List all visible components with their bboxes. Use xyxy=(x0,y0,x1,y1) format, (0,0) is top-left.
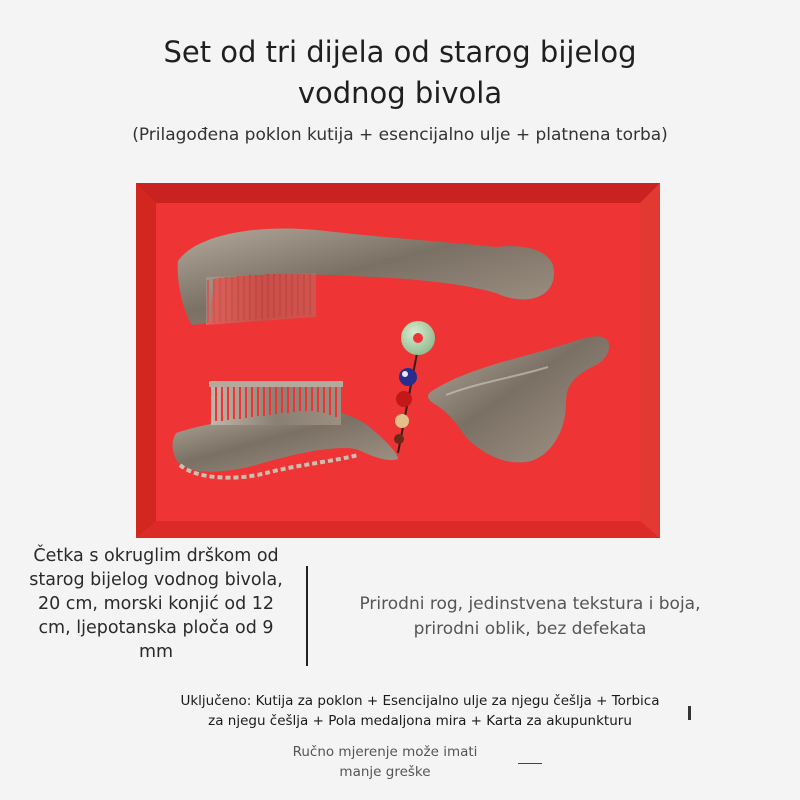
material-features-line-1: Prirodni rog, jedinstvena tekstura i boja, xyxy=(359,594,701,614)
title-line-2: vodnog bivola xyxy=(297,76,503,110)
title-line-1: Set od tri dijela od starog bijelog xyxy=(163,35,637,69)
measurement-note xyxy=(250,742,520,782)
included-items-line-1: Uključeno: Kutija za poklon + Esencijalno ulje za njegu češlja + Torbica xyxy=(180,693,660,709)
text-cursor-mark xyxy=(688,706,691,720)
material-features-line-2: prirodni oblik, bez defekata xyxy=(413,619,647,639)
material-features-text xyxy=(330,592,730,642)
page-title xyxy=(0,32,800,114)
page-subtitle: (Prilagođena poklon kutija + esencijalno ulje + platnena torba) xyxy=(132,125,668,145)
product-specs-text: Četka s okruglim drškom od starog bijelog vodnog bivola, 20 cm, morski konjić od 12 cm, ljepotanska ploča od 9 mm xyxy=(29,546,283,662)
vertical-divider xyxy=(306,566,308,666)
included-items-line-2: za njegu češlja + Pola medaljona mira + Karta za akupunkturu xyxy=(208,713,632,729)
note-dash xyxy=(518,763,542,764)
included-items-text xyxy=(140,691,700,731)
measurement-note-line-2: manje greške xyxy=(339,764,431,780)
product-photo xyxy=(136,183,660,538)
measurement-note-line-1: Ručno mjerenje može imati xyxy=(292,744,478,760)
